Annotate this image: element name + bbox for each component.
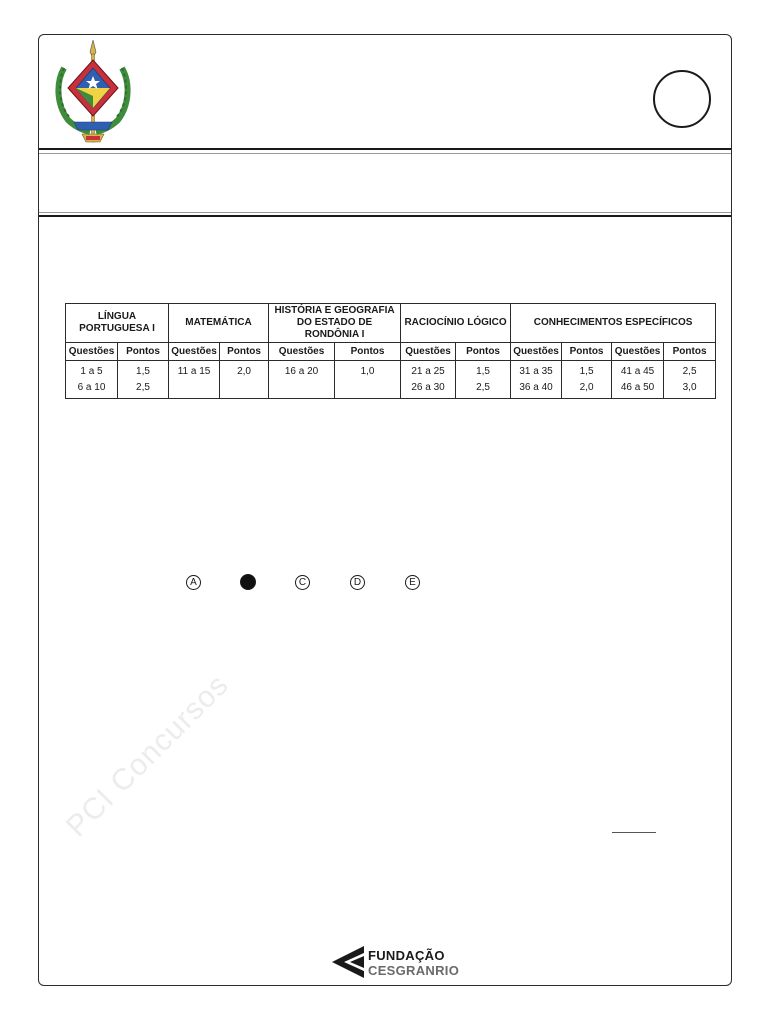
cell-line — [335, 380, 400, 396]
section-divider-thin — [39, 212, 731, 213]
cell-line: 16 a 20 — [284, 366, 319, 377]
bubble-letter: E — [409, 577, 416, 588]
cell-line: 2,0 — [237, 366, 251, 377]
header-divider-thin — [39, 153, 731, 154]
subject-header: MATEMÁTICA — [169, 304, 269, 343]
cell-line: 46 a 50 — [620, 382, 655, 393]
table-cell — [401, 361, 456, 399]
cell-line: 2,5 — [476, 382, 490, 393]
cell-line: 2,0 — [579, 382, 594, 393]
bubble-letter: A — [190, 577, 197, 588]
table-cell — [66, 361, 118, 399]
table-cell — [118, 361, 169, 399]
answer-bubble-c — [295, 575, 310, 590]
cell-line: 6 a 10 — [77, 382, 106, 393]
answer-bubble-e — [405, 575, 420, 590]
cesgranrio-logo-icon — [330, 944, 366, 980]
column-header: Questões — [401, 343, 456, 361]
column-header: Questões — [511, 343, 562, 361]
exam-structure-table — [65, 303, 716, 399]
column-header: Questões — [612, 343, 664, 361]
cell-line: 21 a 25 — [411, 366, 445, 377]
column-header: Pontos — [562, 343, 612, 361]
cell-line: 1 a 5 — [80, 366, 103, 377]
bubble-letter: D — [353, 577, 362, 588]
cell-line: 1,5 — [579, 366, 594, 377]
table-cell — [269, 361, 335, 399]
table-cell — [612, 361, 664, 399]
column-header: Pontos — [664, 343, 716, 361]
answer-bubble-a — [186, 575, 201, 590]
table-cell — [169, 361, 220, 399]
cell-line: 1,5 — [136, 366, 150, 377]
column-header: Questões — [269, 343, 335, 361]
subject-header: CONHECIMENTOS ESPECÍFICOS — [511, 304, 716, 343]
fundacao-cesgranrio-logo — [330, 944, 460, 980]
answer-example-bubbles — [0, 572, 768, 594]
cell-line — [169, 380, 219, 396]
cell-line: 1,0 — [360, 366, 375, 377]
cell-line: 36 a 40 — [519, 382, 553, 393]
column-header: Questões — [169, 343, 220, 361]
cell-line: 3,0 — [682, 382, 697, 393]
cell-line: 31 a 35 — [519, 366, 553, 377]
signature-line — [612, 832, 656, 833]
bubble-letter: C — [298, 577, 307, 588]
table-row — [66, 361, 716, 399]
table-cell — [562, 361, 612, 399]
table-cell — [456, 361, 511, 399]
logo-text-cesgranrio: CESGRANRIO — [368, 963, 460, 978]
column-header: Pontos — [118, 343, 169, 361]
answer-bubble-b-filled — [240, 574, 256, 590]
column-header: Pontos — [335, 343, 401, 361]
column-header: Pontos — [456, 343, 511, 361]
column-header: Questões — [66, 343, 118, 361]
table-cell — [335, 361, 401, 399]
subject-header: LÍNGUA PORTUGUESA I — [66, 304, 169, 343]
cell-line: 2,5 — [136, 382, 150, 393]
cell-line — [269, 380, 334, 396]
table-cell — [664, 361, 716, 399]
answer-bubble-d — [350, 575, 365, 590]
table-cell — [220, 361, 269, 399]
cell-line: 2,5 — [682, 366, 697, 377]
section-divider — [39, 215, 731, 217]
answer-sheet-circle — [653, 70, 711, 128]
column-header-row — [66, 343, 716, 361]
column-header: Pontos — [220, 343, 269, 361]
cell-line: 1,5 — [476, 366, 490, 377]
subject-header: RACIOCÍNIO LÓGICO — [401, 304, 511, 343]
cell-line: 26 a 30 — [411, 382, 445, 393]
header-divider — [39, 148, 731, 150]
subject-header-row — [66, 304, 716, 343]
watermark: PCI Concursos — [60, 668, 236, 844]
cell-line: 11 a 15 — [177, 366, 211, 377]
cell-line: 41 a 45 — [620, 366, 655, 377]
coat-of-arms-icon — [52, 38, 134, 150]
page-frame — [38, 34, 732, 986]
table-cell — [511, 361, 562, 399]
subject-header: HISTÓRIA E GEOGRAFIA DO ESTADO DE RONDÔNIA I — [269, 304, 401, 343]
logo-text-fundacao: FUNDAÇÃO — [368, 948, 445, 963]
cell-line — [220, 380, 268, 396]
